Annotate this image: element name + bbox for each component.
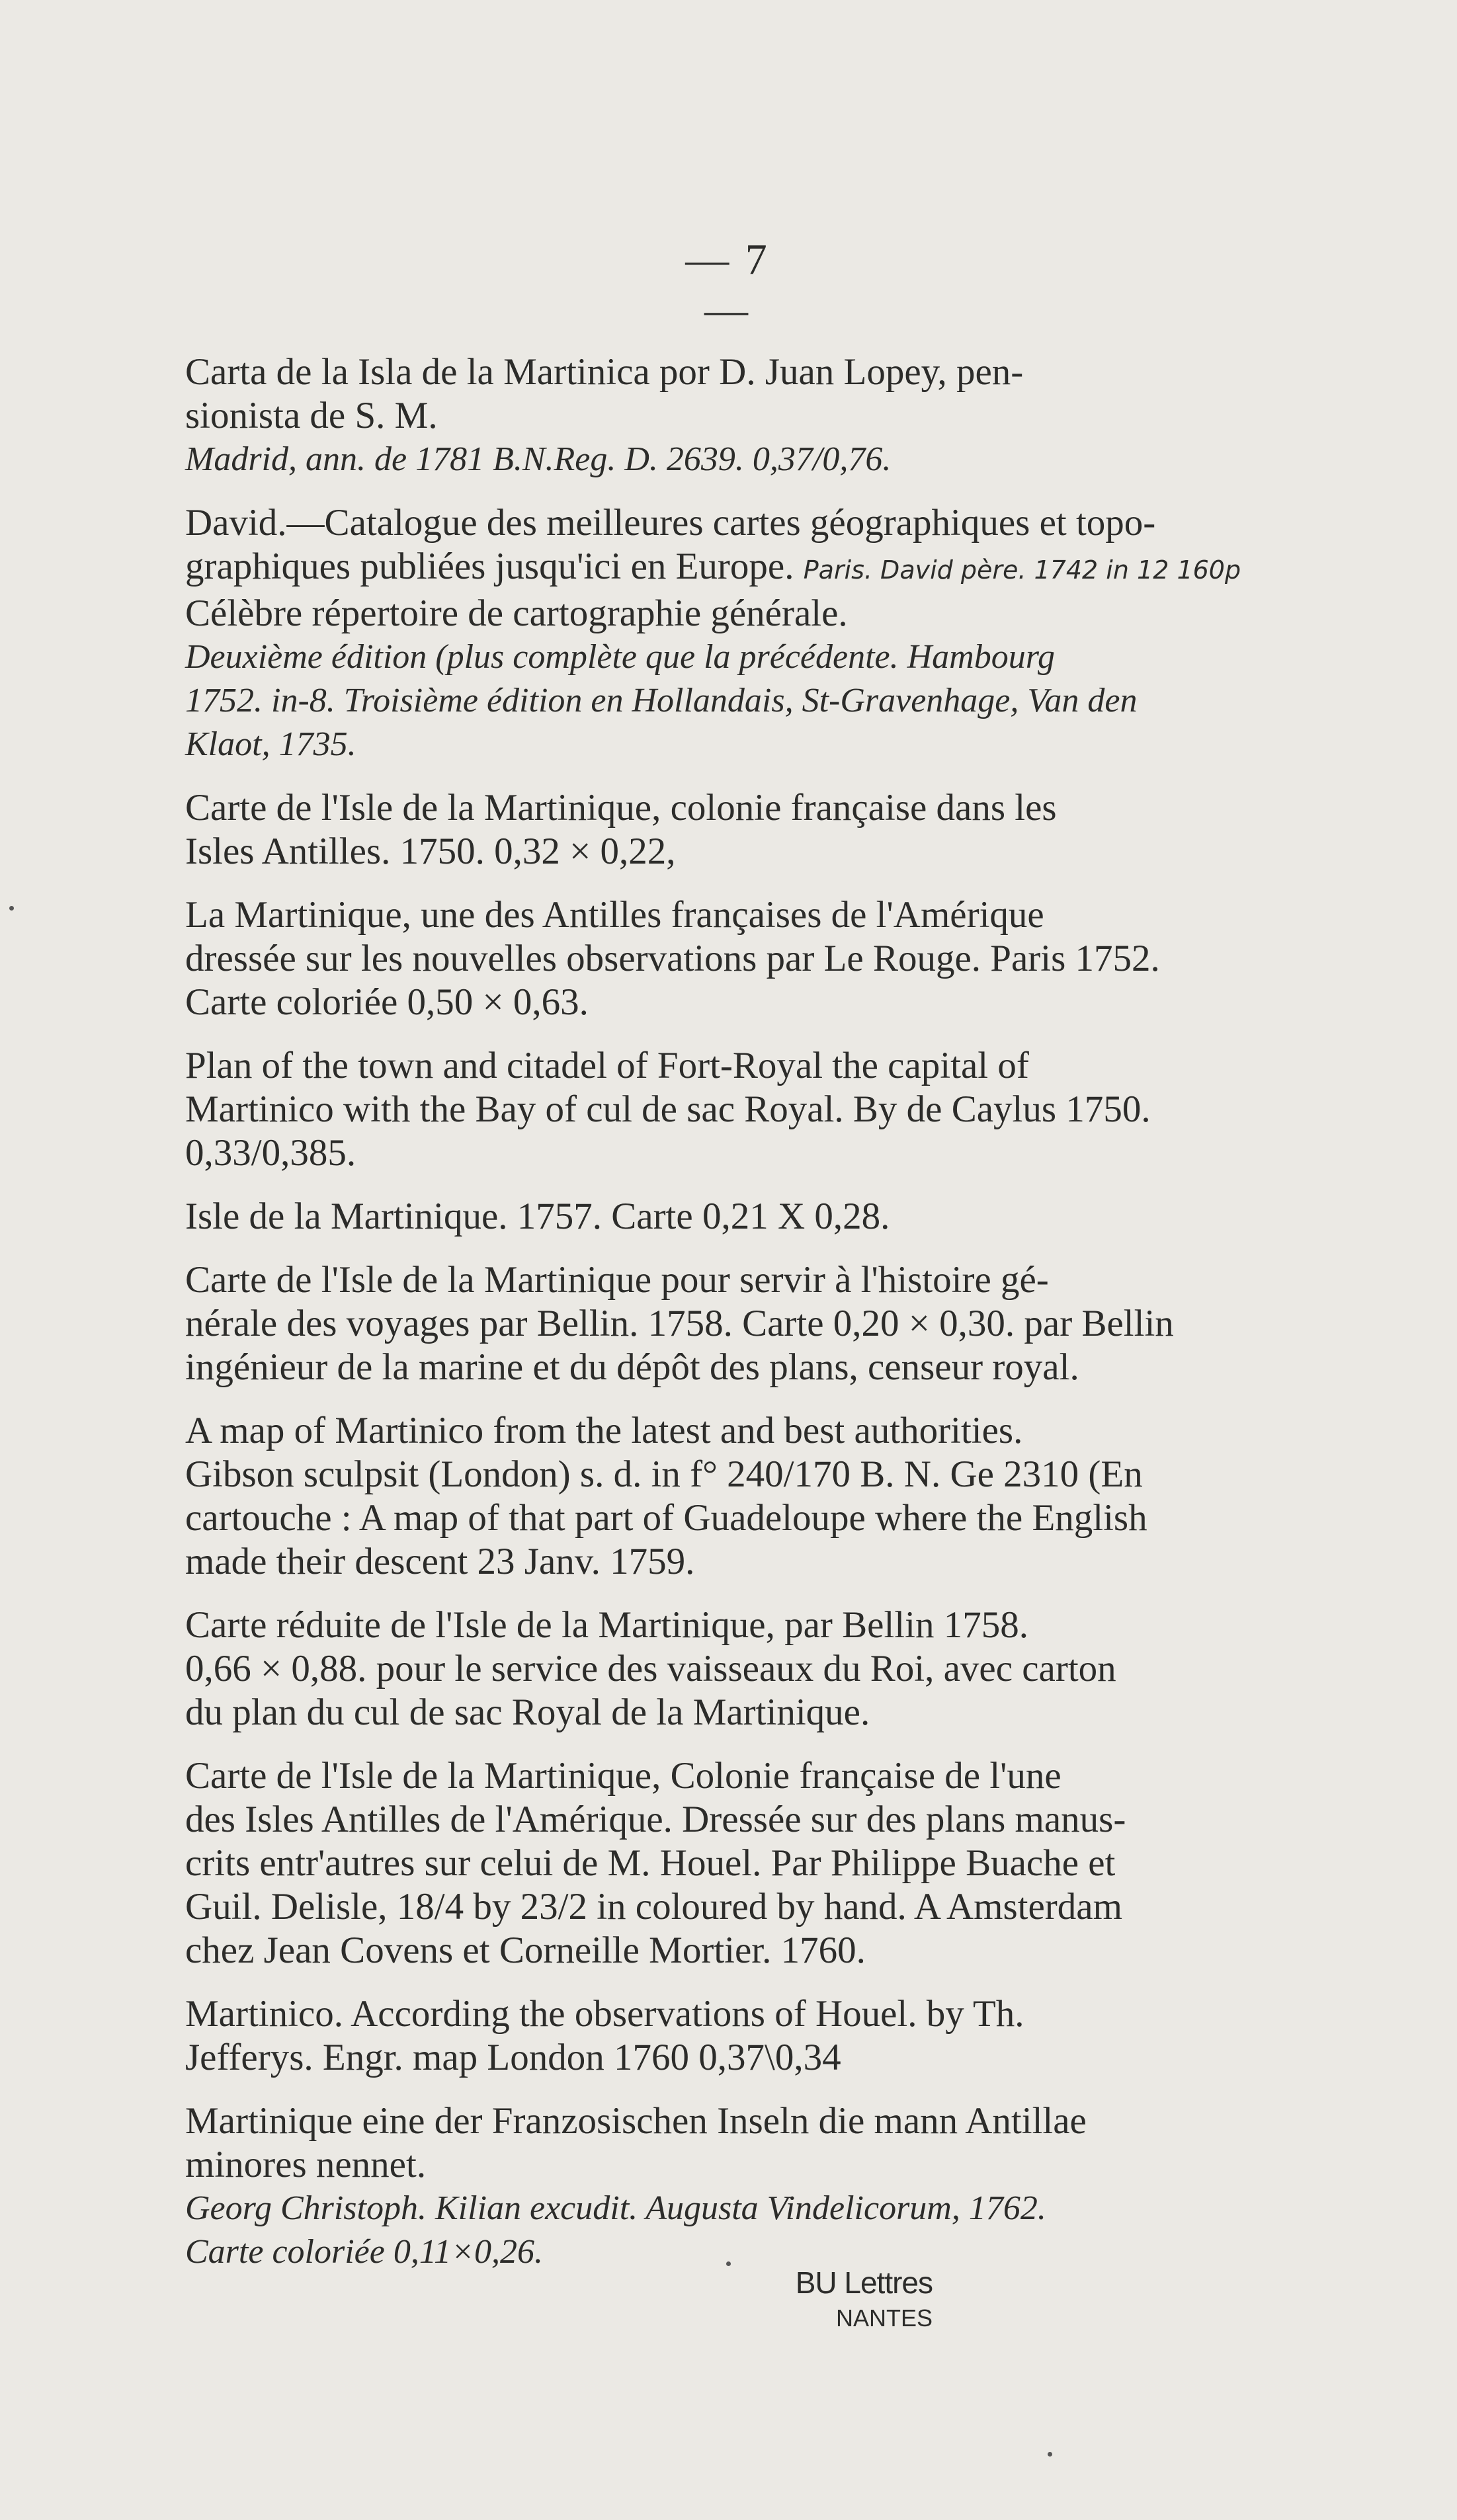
entry-line: 0,33/0,385. bbox=[185, 1132, 356, 1174]
entry-buache bbox=[185, 1754, 1336, 1972]
entry-line: ingénieur de la marine et du dépôt des plans, censeur royal. bbox=[185, 1346, 1079, 1388]
entry-isle-1750 bbox=[185, 786, 1336, 874]
entry-line: A map of Martinico from the latest and best authorities. bbox=[185, 1410, 1023, 1451]
entry-line: Klaot, 1735. bbox=[185, 725, 356, 763]
handwritten-note: Paris. David père. 1742 in 12 160p bbox=[803, 555, 1241, 585]
library-stamp bbox=[761, 2265, 933, 2332]
entry-line: 0,66 × 0,88. pour le service des vaisseaux du Roi, avec carton bbox=[185, 1648, 1116, 1689]
entry-line: 1752. in-8. Troisième édition en Hollandais, St-Gravenhage, Van den bbox=[185, 682, 1138, 719]
entry-kilian bbox=[185, 2099, 1336, 2274]
entry-line-text: graphiques publiées jusqu'ici en Europe. bbox=[185, 546, 794, 587]
entry-line: Carte coloriée 0,50 × 0,63. bbox=[185, 981, 589, 1023]
entry-line: minores nennet. bbox=[185, 2144, 427, 2185]
entry-line: Guil. Delisle, 18/4 by 23/2 in coloured by hand. A Amsterdam bbox=[185, 1886, 1122, 1928]
entry-line: Gibson sculpsit (London) s. d. in f° 240/170 B. N. Ge 2310 (En bbox=[185, 1453, 1143, 1495]
scan-speck bbox=[9, 906, 14, 911]
entry-line: Isles Antilles. 1750. 0,32 × 0,22, bbox=[185, 831, 676, 872]
entry-line: Georg Christoph. Kilian excudit. Augusta Vindelicorum, 1762. bbox=[185, 2189, 1046, 2227]
entry-line: Deuxième édition (plus complète que la précédente. Hambourg bbox=[185, 638, 1056, 676]
entry-line: Plan of the town and citadel of Fort-Royal the capital of bbox=[185, 1045, 1029, 1086]
entry-gibson bbox=[185, 1409, 1336, 1584]
entry-line: dressée sur les nouvelles observations par Le Rouge. Paris 1752. bbox=[185, 938, 1160, 979]
entry-line: nérale des voyages par Bellin. 1758. Carte 0,20 × 0,30. par Bellin bbox=[185, 1303, 1174, 1344]
entry-line: cartouche : A map of that part of Guadeloupe where the English bbox=[185, 1497, 1147, 1539]
entry-jefferys bbox=[185, 1992, 1336, 2080]
entry-line: chez Jean Covens et Corneille Mortier. 1760. bbox=[185, 1930, 866, 1971]
entry-line: des Isles Antilles de l'Amérique. Dressée sur des plans manus- bbox=[185, 1799, 1126, 1840]
entry-line: David.—Catalogue des meilleures cartes géographiques et topo- bbox=[185, 502, 1156, 544]
entry-line: Carte de l'Isle de la Martinique, colonie française dans les bbox=[185, 787, 1057, 829]
entry-line: du plan du cul de sac Royal de la Martinique. bbox=[185, 1691, 870, 1733]
entry-line: crits entr'autres sur celui de M. Houel. Par Philippe Buache et bbox=[185, 1842, 1116, 1884]
bibliography-list bbox=[185, 350, 1336, 2274]
entry-lopey bbox=[185, 350, 1336, 481]
entry-line: Carte coloriée 0,11×0,26. bbox=[185, 2233, 544, 2271]
entry-line: Isle de la Martinique. 1757. Carte 0,21 X 0,28. bbox=[185, 1196, 890, 1237]
entry-line: Martinico. According the observations of Houel. by Th. bbox=[185, 1993, 1024, 2035]
entry-line: Madrid, ann. de 1781 B.N.Reg. D. 2639. 0,37/0,76. bbox=[185, 440, 892, 478]
entry-line: Martinico with the Bay of cul de sac Royal. By de Caylus 1750. bbox=[185, 1088, 1151, 1130]
entry-lerouge bbox=[185, 893, 1336, 1024]
entry-bellin-1758 bbox=[185, 1258, 1336, 1389]
stamp-line-1: BU Lettres bbox=[795, 2265, 933, 2300]
entry-line: Carte de l'Isle de la Martinique, Colonie française de l'une bbox=[185, 1755, 1062, 1797]
entry-line: Carta de la Isla de la Martinica por D. Juan Lopey, pen- bbox=[185, 351, 1024, 393]
entry-reduite bbox=[185, 1604, 1336, 1734]
entry-line: Célèbre répertoire de cartographie générale. bbox=[185, 592, 848, 634]
entry-line: Carte réduite de l'Isle de la Martinique, par Bellin 1758. bbox=[185, 1604, 1028, 1646]
entry-caylus bbox=[185, 1044, 1336, 1175]
scan-speck bbox=[726, 2261, 731, 2266]
entry-line: made their descent 23 Janv. 1759. bbox=[185, 1541, 695, 1582]
entry-line: Martinique eine der Franzosischen Inseln die mann Antillae bbox=[185, 2100, 1087, 2142]
page-number: — 7 — bbox=[685, 235, 770, 334]
entry-line: La Martinique, une des Antilles françaises de l'Amérique bbox=[185, 894, 1044, 936]
stamp-line-2: NANTES bbox=[835, 2304, 933, 2332]
entry-line bbox=[185, 545, 1336, 592]
scan-speck bbox=[1048, 2452, 1052, 2457]
entry-line: Jefferys. Engr. map London 1760 0,37\0,34 bbox=[185, 2037, 841, 2078]
entry-line: Carte de l'Isle de la Martinique pour servir à l'histoire gé- bbox=[185, 1259, 1049, 1301]
entry-line: sionista de S. M. bbox=[185, 395, 438, 436]
entry-david bbox=[185, 501, 1336, 766]
entry-isle-1757 bbox=[185, 1195, 1336, 1239]
